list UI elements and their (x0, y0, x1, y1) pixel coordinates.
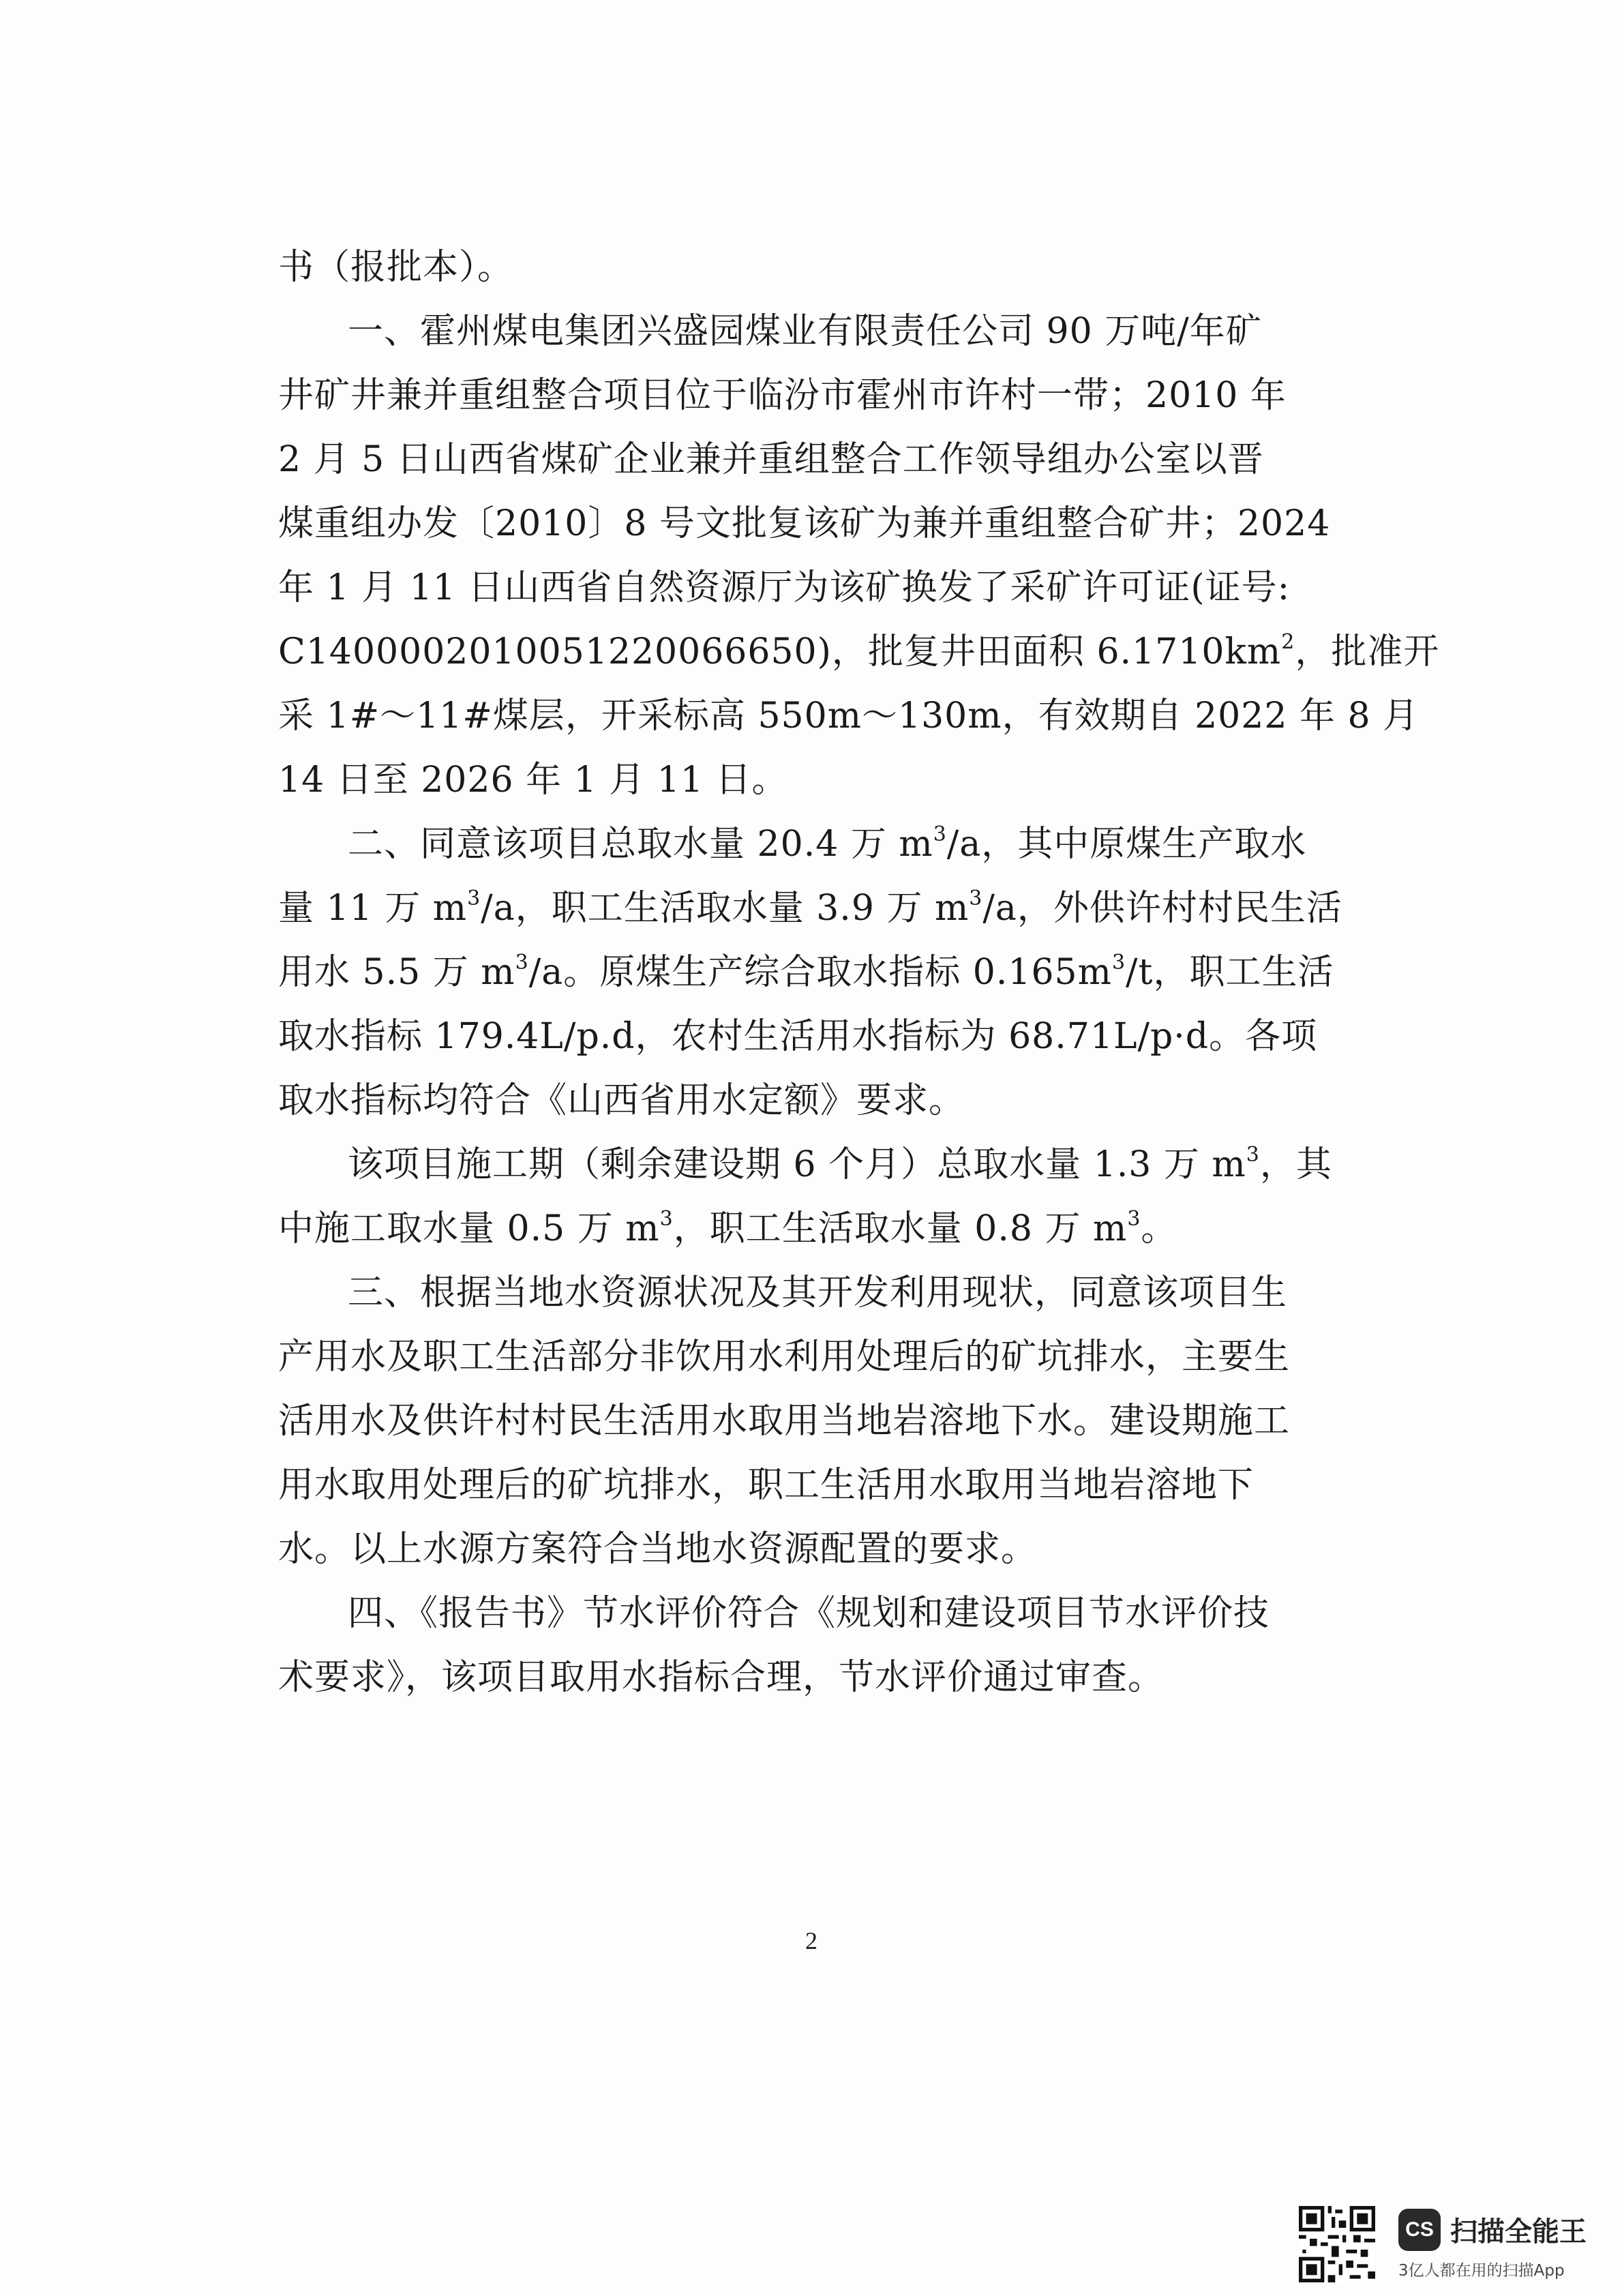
text-fragment: ，批准开 (1295, 631, 1440, 672)
paragraph-text: 井矿井兼并重组整合项目位于临汾市霍州市许村一带；2010 年 (278, 375, 1287, 416)
text-fragment: 该项目施工期（剩余建设期 6 个月）总取水量 1.3 万 m (348, 1144, 1246, 1185)
text-line (0, 240, 1622, 295)
paragraph-text (278, 945, 1334, 1000)
text-fragment: /a，外供许村村民生活 (982, 888, 1342, 929)
text-fragment: 。 (1141, 1208, 1177, 1249)
paragraph-text: 三、根据当地水资源状况及其开发利用现状，同意该项目生 (348, 1272, 1288, 1313)
text-fragment: 二、同意该项目总取水量 20.4 万 m (348, 824, 933, 865)
paragraph-text: 书（报批本）。 (278, 247, 514, 288)
text-line (0, 561, 1622, 615)
page-number: 2 (805, 1927, 817, 1954)
text-fragment: 量 11 万 m (278, 888, 468, 929)
text-line (0, 1266, 1622, 1320)
app-tagline: 3亿人都在用的扫描App (1398, 2262, 1565, 2280)
text-line (0, 1073, 1622, 1128)
superscript: 3 (515, 951, 529, 974)
app-name: 扫描全能王 (1450, 2216, 1587, 2248)
text-fragment: C1400002010051220066650)，批复井田面积 6.1710km (278, 631, 1282, 672)
text-line (0, 368, 1622, 423)
superscript: 3 (467, 886, 481, 910)
scanner-watermark (1299, 2206, 1612, 2295)
text-line (0, 1330, 1622, 1384)
paragraph-text (278, 625, 1439, 679)
text-line (0, 1458, 1622, 1512)
text-line (0, 432, 1622, 487)
superscript: 3 (1111, 951, 1126, 974)
text-line (0, 1394, 1622, 1448)
text-line (0, 625, 1622, 679)
paragraph-text: 一、霍州煤电集团兴盛园煤业有限责任公司 90 万吨/年矿 (348, 311, 1262, 352)
text-fragment: /a，职工生活取水量 3.9 万 m (481, 888, 970, 929)
text-fragment: ，其 (1259, 1144, 1332, 1185)
paragraph-text (278, 1202, 1177, 1256)
text-line (0, 817, 1622, 871)
text-fragment: /t，职工生活 (1126, 952, 1334, 993)
paragraph-text: 采 1#～11#煤层，开采标高 550m～130m，有效期自 2022 年 8 月 (278, 696, 1420, 736)
camscanner-logo: CS (1398, 2209, 1441, 2251)
text-fragment: /a，其中原煤生产取水 (946, 824, 1307, 865)
paragraph-text: 水。以上水源方案符合当地水资源配置的要求。 (278, 1529, 1038, 1570)
text-line (0, 1137, 1622, 1192)
superscript: 3 (969, 886, 983, 910)
text-fragment: /a。原煤生产综合取水指标 0.165m (528, 952, 1112, 993)
superscript: 3 (1127, 1207, 1141, 1231)
text-line (0, 945, 1622, 1000)
paragraph-text: 煤重组办发〔2010〕8 号文批复该矿为兼并重组整合矿井；2024 (278, 503, 1331, 544)
text-fragment: 用水 5.5 万 m (278, 952, 515, 993)
paragraph-text: 用水取用处理后的矿坑排水，职工生活用水取用当地岩溶地下 (278, 1465, 1255, 1506)
superscript: 2 (1281, 630, 1295, 654)
text-line (0, 1586, 1622, 1641)
paragraph-text: 术要求》，该项目取用水指标合理，节水评价通过审查。 (278, 1657, 1165, 1698)
paragraph-text: 取水指标 179.4L/p.d，农村生活用水指标为 68.71L/p·d。各项 (278, 1016, 1318, 1057)
text-fragment: 中施工取水量 0.5 万 m (278, 1208, 660, 1249)
text-line (0, 1009, 1622, 1064)
superscript: 3 (659, 1207, 674, 1231)
superscript: 3 (1246, 1143, 1260, 1167)
superscript: 3 (933, 822, 947, 846)
paragraph-text: 年 1 月 11 日山西省自然资源厅为该矿换发了采矿许可证(证号: (278, 567, 1291, 608)
qr-code-icon (1299, 2206, 1375, 2282)
paragraph-text: 活用水及供许村村民生活用水取用当地岩溶地下水。建设期施工 (278, 1401, 1291, 1442)
text-line (0, 689, 1622, 743)
text-line (0, 753, 1622, 807)
paragraph-text: 产用水及职工生活部分非饮用水利用处理后的矿坑排水，主要生 (278, 1337, 1291, 1377)
text-line (0, 1202, 1622, 1256)
paragraph-text (278, 881, 1342, 936)
text-fragment: ，职工生活取水量 0.8 万 m (673, 1208, 1128, 1249)
text-line (0, 881, 1622, 936)
text-line (0, 496, 1622, 551)
text-line (0, 1650, 1622, 1705)
paragraph-text: 四、《报告书》节水评价符合《规划和建设项目节水评价技 (348, 1593, 1270, 1634)
paragraph-text (348, 817, 1306, 871)
paragraph-text: 取水指标均符合《山西省用水定额》要求。 (278, 1080, 965, 1121)
paragraph-text: 14 日至 2026 年 1 月 11 日。 (278, 760, 788, 801)
text-line (0, 1522, 1622, 1577)
paragraph-text: 2 月 5 日山西省煤矿企业兼并重组整合工作领导组办公室以晋 (278, 439, 1264, 480)
paragraph-text (348, 1137, 1332, 1192)
text-line (0, 304, 1622, 359)
